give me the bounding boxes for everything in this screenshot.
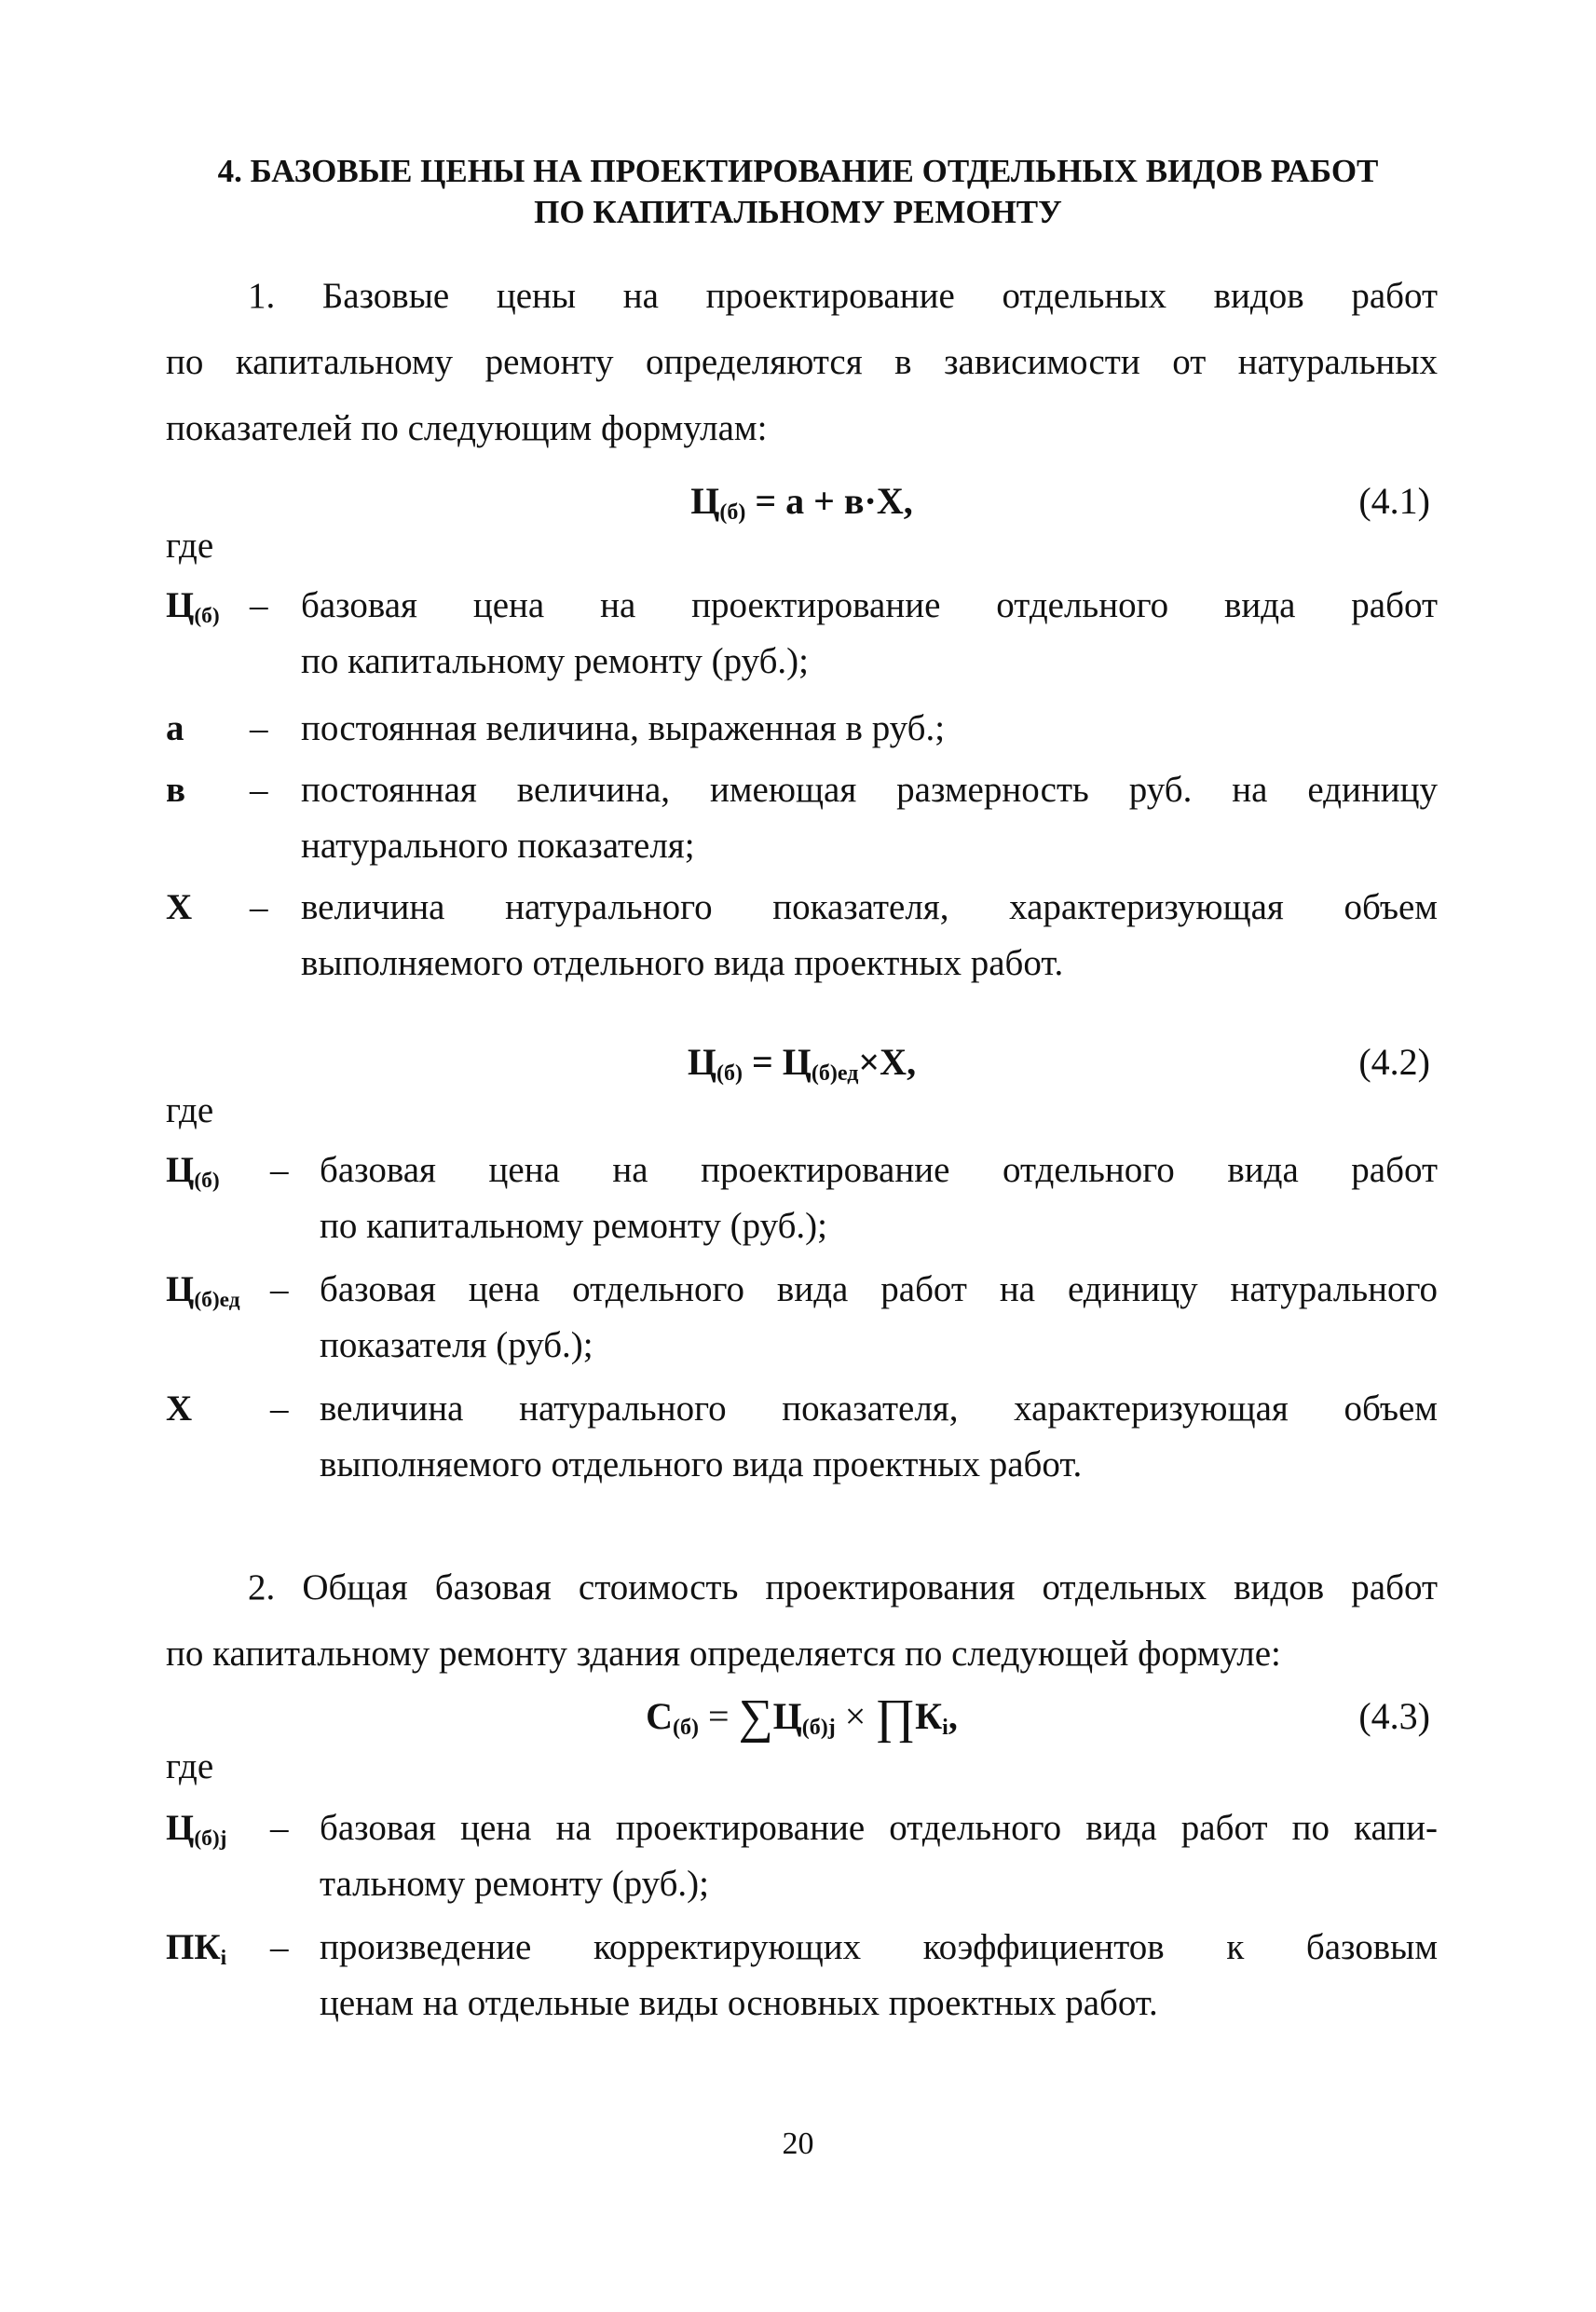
definition-symbol: $Ц_{(б)}$ [166, 1150, 220, 1193]
where-label-3: где [166, 1746, 214, 1786]
definition-symbol: в [166, 770, 186, 810]
definition-row [166, 880, 1438, 992]
paragraph-1 [166, 263, 1438, 461]
definition-row [166, 1920, 1438, 2032]
definition-symbol: $Ц_{(б)ед}$ [166, 1269, 240, 1312]
definition-dash: – [270, 1150, 289, 1190]
definition-row [166, 578, 1438, 690]
definition-text: базовая цена отдельного вида работ на единицу натурального показателя (руб.); [320, 1269, 1438, 1365]
section-heading [0, 151, 1596, 233]
definition-dash: – [270, 1269, 289, 1309]
paragraph-1-rest: по капитальному ремонту определяются в зависимости от натуральных показателей по следующим формулам: [166, 342, 1438, 448]
definition-row [166, 1381, 1438, 1493]
page-number: 20 [782, 2127, 814, 2161]
definition-row [166, 762, 1438, 874]
formula-4-2 [166, 1036, 1438, 1088]
paragraph-2 [166, 1554, 1438, 1687]
definition-dash: – [250, 708, 268, 748]
definition-text: базовая цена на проектирование отдельного вида работ по капитальному ремонту (руб.); [320, 1150, 1438, 1246]
formula-4-3-expression: $С_{(б)} = \sum Ц_{(б)j}$ × $\prod К_i$, [646, 1690, 958, 1744]
product-symbol: ∏ [875, 1690, 916, 1744]
definition-symbol: а [166, 708, 184, 748]
definition-row [166, 1262, 1438, 1374]
definition-row [166, 1800, 1438, 1912]
definition-symbol: $Ц_{(б)}$ [166, 585, 220, 628]
formula-4-1 [166, 475, 1438, 527]
definition-dash: – [270, 1808, 289, 1848]
definition-symbol: $ПК_i$ [166, 1927, 227, 1970]
definition-text: постоянная величина, выраженная в руб.; [301, 708, 946, 748]
definition-row [166, 1142, 1438, 1254]
paragraph-2-first-line: 2. Общая базовая стоимость проектирования отдельных видов работ [248, 1567, 1438, 1607]
formula-4-3 [166, 1690, 1438, 1743]
definition-dash: – [270, 1389, 289, 1429]
definition-row [166, 701, 1438, 757]
definition-text: базовая цена на проектирование отдельного вида работ по капи- тальному ремонту (руб.); [320, 1808, 1438, 1904]
definition-symbol: Х [166, 1389, 193, 1429]
where-label-2: где [166, 1090, 214, 1130]
definition-symbol: Х [166, 887, 193, 927]
definition-dash: – [250, 770, 268, 810]
heading-line-2: ПО КАПИТАЛЬНОМУ РЕМОНТУ [534, 194, 1062, 230]
definition-dash: – [250, 887, 268, 927]
heading-line-1: 4. БАЗОВЫЕ ЦЕНЫ НА ПРОЕКТИРОВАНИЕ ОТДЕЛЬНЫХ ВИДОВ РАБОТ [217, 153, 1379, 189]
definition-symbol: $Ц_{(б)j}$ [166, 1808, 227, 1851]
definition-text: постоянная величина, имеющая размерность руб. на единицу натурального показателя; [301, 770, 1438, 866]
formula-4-1-number: (4.1) [1358, 480, 1430, 522]
definition-dash: – [250, 585, 268, 625]
definition-text: произведение корректирующих коэффициентов к базовым ценам на отдельные виды основных проектных работ. [320, 1927, 1438, 2023]
definition-text: базовая цена на проектирование отдельного вида работ по капитальному ремонту (руб.); [301, 585, 1438, 681]
formula-4-2-expression: $Ц_{(б)} = Ц_{(б)ед}\times Х$, [687, 1041, 917, 1086]
paragraph-1-first-line: 1. Базовые цены на проектирование отдельных видов работ [248, 276, 1438, 316]
paragraph-2-rest: по капитальному ремонту здания определяется по следующей формуле: [166, 1634, 1281, 1674]
formula-4-1-expression: $Ц_{(б)} = а + в\cdot Х$, [690, 480, 913, 525]
formula-4-2-number: (4.2) [1358, 1041, 1430, 1083]
definition-text: величина натурального показателя, характеризующая объем выполняемого отдельного вида проектных работ. [320, 1389, 1438, 1484]
where-label-1: где [166, 526, 214, 566]
sum-symbol: ∑ [738, 1690, 773, 1744]
definition-dash: – [270, 1927, 289, 1967]
definition-text: величина натурального показателя, характеризующая объем выполняемого отдельного вида проектных работ. [301, 887, 1438, 983]
formula-4-3-number: (4.3) [1358, 1695, 1430, 1737]
